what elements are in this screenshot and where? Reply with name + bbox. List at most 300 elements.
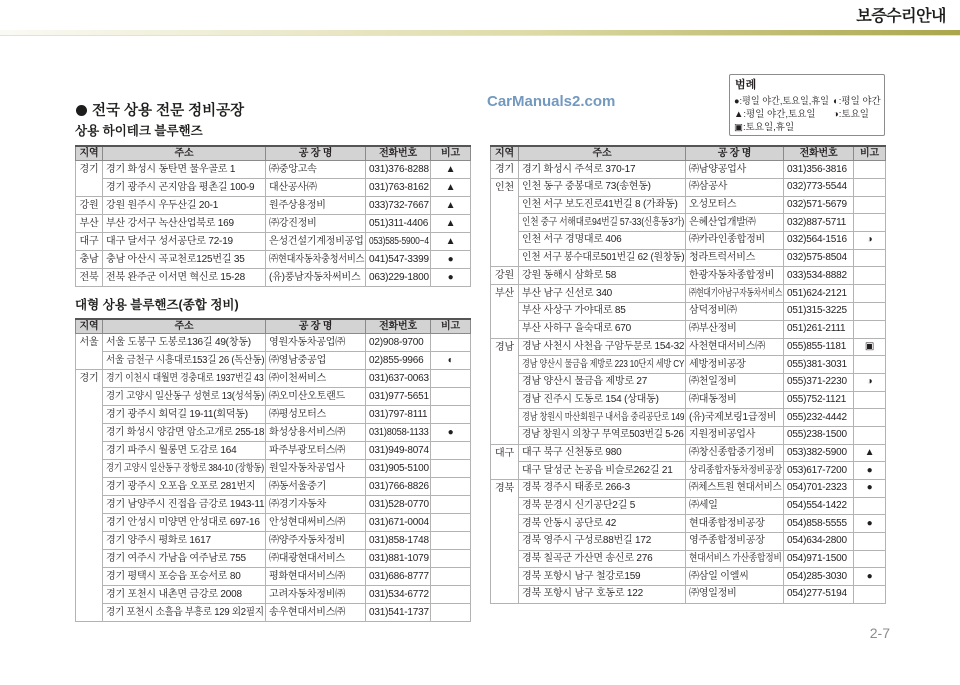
column-header-address bbox=[519, 146, 686, 161]
table-row bbox=[76, 233, 471, 251]
shop-name-cell bbox=[686, 444, 784, 462]
address-cell bbox=[103, 233, 266, 251]
phone-text: 054)634-2800 bbox=[787, 535, 847, 547]
note-symbol: ▲ bbox=[445, 181, 456, 193]
phone-text: 054)554-1422 bbox=[787, 500, 847, 512]
column-header-address bbox=[103, 319, 266, 334]
note-symbol: ▲ bbox=[864, 446, 875, 458]
phone-cell bbox=[366, 233, 431, 251]
shop-name-text: ㈜평성모터스 bbox=[269, 408, 327, 420]
column-header-note-text: 비고 bbox=[441, 148, 460, 159]
legend-title bbox=[735, 78, 795, 93]
column-header-phone-text: 전화번호 bbox=[379, 148, 417, 159]
shop-name-cell bbox=[686, 409, 784, 427]
table-row bbox=[76, 197, 471, 215]
region-cell bbox=[491, 338, 519, 444]
address-text: 경기 고양시 일산동구 성현로 13(성석동) bbox=[106, 390, 265, 402]
address-text: 경기 화성시 양감면 암소고개로 255-18 bbox=[106, 426, 265, 438]
table-row bbox=[491, 533, 886, 551]
note-cell bbox=[854, 568, 886, 586]
table-row bbox=[491, 320, 886, 338]
phone-cell bbox=[366, 352, 431, 370]
address-text: 충남 아산시 곡교천로125번길 35 bbox=[106, 253, 245, 265]
shop-name-cell bbox=[266, 460, 366, 478]
column-header-shop-name bbox=[266, 319, 366, 334]
shop-name-text: 고려자동차정비㈜ bbox=[269, 588, 346, 600]
address-cell bbox=[103, 424, 266, 442]
shop-name-text: ㈜카라인종합정비 bbox=[689, 234, 766, 246]
legend-text: :토요일,휴일 bbox=[742, 122, 795, 133]
legend-text: :평일 야간,토요일 bbox=[743, 109, 816, 120]
phone-cell bbox=[784, 497, 854, 515]
column-header-address bbox=[103, 146, 266, 161]
address-text: 인천 서구 경명대로 406 bbox=[522, 234, 622, 246]
address-cell bbox=[103, 496, 266, 514]
phone-cell bbox=[784, 249, 854, 267]
note-cell bbox=[854, 444, 886, 462]
region-text: 충남 bbox=[79, 254, 99, 265]
shop-name-cell bbox=[686, 391, 784, 409]
shop-name-cell bbox=[686, 373, 784, 391]
column-header-shop-name-text: 공 장 명 bbox=[298, 148, 333, 159]
address-text: 경기 이천시 대월면 경충대로 1937번길 43 bbox=[106, 372, 264, 384]
note-cell bbox=[854, 320, 886, 338]
address-cell bbox=[519, 515, 686, 533]
phone-cell bbox=[366, 424, 431, 442]
address-cell bbox=[519, 444, 686, 462]
note-cell bbox=[431, 334, 471, 352]
shop-name-cell bbox=[686, 196, 784, 214]
phone-cell bbox=[784, 409, 854, 427]
column-header-region-text: 지역 bbox=[79, 321, 99, 332]
address-text: 경기 광주시 곤지암읍 평촌길 100-9 bbox=[106, 181, 255, 193]
address-cell bbox=[103, 514, 266, 532]
phone-cell bbox=[784, 568, 854, 586]
table-row bbox=[491, 409, 886, 427]
column-header-phone-text: 전화번호 bbox=[379, 321, 417, 332]
shop-name-cell bbox=[266, 370, 366, 388]
column-header-phone bbox=[366, 146, 431, 161]
address-cell bbox=[519, 161, 686, 179]
shop-name-text: ㈜경기자동차 bbox=[269, 498, 327, 510]
phone-text: 031)766-8826 bbox=[369, 480, 429, 492]
section-heading-hitech bbox=[75, 122, 210, 140]
note-symbol: ▲ bbox=[445, 235, 456, 247]
phone-cell bbox=[784, 462, 854, 480]
shop-name-text: 현대서비스 가산종합정비 bbox=[689, 553, 782, 565]
shop-name-text: ㈜삼공사 bbox=[689, 181, 728, 193]
address-cell bbox=[519, 426, 686, 444]
note-cell bbox=[431, 161, 471, 179]
shop-name-cell bbox=[266, 179, 366, 197]
region-text: 인천 bbox=[495, 182, 514, 193]
shop-name-cell bbox=[266, 550, 366, 568]
phone-cell bbox=[366, 161, 431, 179]
phone-text: 033)534-8882 bbox=[787, 269, 847, 281]
address-cell bbox=[519, 179, 686, 197]
phone-text: 063)229-1800 bbox=[369, 271, 429, 283]
phone-cell bbox=[784, 267, 854, 285]
legend-text: :평일 야간 bbox=[838, 96, 881, 107]
shop-name-cell bbox=[266, 514, 366, 532]
note-cell bbox=[431, 424, 471, 442]
main-heading bbox=[75, 100, 260, 122]
shop-name-cell bbox=[266, 604, 366, 622]
region-cell bbox=[76, 233, 103, 251]
legend-item bbox=[833, 95, 883, 108]
shop-name-text: 현대종합정비공장 bbox=[689, 517, 765, 529]
column-header-phone-text: 전화번호 bbox=[799, 148, 838, 159]
address-cell bbox=[103, 161, 266, 179]
note-cell bbox=[854, 550, 886, 568]
address-cell bbox=[103, 269, 266, 287]
note-cell bbox=[854, 515, 886, 533]
bullet-icon bbox=[76, 105, 87, 116]
shop-name-text: 상리종합자동차정비공장 bbox=[689, 464, 783, 476]
phone-text: 054)858-5555 bbox=[787, 517, 847, 529]
phone-text: 055)752-1121 bbox=[787, 393, 847, 405]
phone-cell bbox=[366, 215, 431, 233]
address-cell bbox=[103, 352, 266, 370]
phone-cell bbox=[366, 269, 431, 287]
shop-name-text: ㈜삼일 이엘씨 bbox=[689, 570, 749, 582]
region-text: 경북 bbox=[495, 483, 514, 494]
table-row bbox=[491, 373, 886, 391]
header-row bbox=[76, 319, 471, 334]
note-cell bbox=[431, 568, 471, 586]
phone-text: 031)763-8162 bbox=[369, 181, 429, 193]
shop-name-text: ㈜오미산오토랜드 bbox=[269, 390, 346, 402]
phone-text: 055)232-4442 bbox=[787, 411, 847, 423]
column-header-note bbox=[431, 319, 471, 334]
address-text: 경남 창원시 의창구 무역로503번길 5-26 bbox=[522, 429, 684, 441]
region-cell bbox=[491, 285, 519, 338]
address-cell bbox=[103, 197, 266, 215]
legend-symbol: ● bbox=[734, 96, 740, 107]
note-cell bbox=[854, 480, 886, 498]
shop-name-cell bbox=[686, 338, 784, 356]
address-cell bbox=[519, 285, 686, 303]
shop-name-text: ㈜중앙고속 bbox=[269, 163, 317, 175]
phone-cell bbox=[784, 303, 854, 321]
address-text: 경기 고양시 일산동구 장항로 384-10 (장항동) bbox=[106, 462, 264, 474]
table-header bbox=[76, 319, 471, 334]
phone-cell bbox=[784, 356, 854, 374]
shop-name-text: ㈜세일 bbox=[689, 500, 718, 512]
phone-text: 053)617-7200 bbox=[787, 464, 847, 476]
address-cell bbox=[519, 196, 686, 214]
shop-name-text: 원주상용정비 bbox=[269, 199, 326, 211]
note-cell bbox=[854, 356, 886, 374]
shop-name-text: 화성상용서비스㈜ bbox=[269, 426, 346, 438]
heavy-bluehands-table-continued bbox=[490, 145, 886, 604]
header-divider bbox=[0, 35, 960, 36]
phone-text: 051)315-3225 bbox=[787, 305, 847, 317]
shop-name-cell bbox=[686, 426, 784, 444]
address-text: 전북 완주군 이서면 혁신로 15-28 bbox=[106, 271, 245, 283]
region-cell bbox=[76, 215, 103, 233]
region-cell bbox=[76, 334, 103, 370]
shop-name-text: ㈜부산정비 bbox=[689, 323, 737, 335]
table-row bbox=[491, 391, 886, 409]
shop-name-cell bbox=[266, 478, 366, 496]
table-row bbox=[76, 604, 471, 622]
phone-cell bbox=[366, 251, 431, 269]
shop-name-text: ㈜영일정비 bbox=[689, 588, 737, 600]
address-cell bbox=[103, 532, 266, 550]
address-text: 인천 동구 중봉대로 73(송현동) bbox=[522, 181, 651, 193]
region-cell bbox=[76, 269, 103, 287]
phone-cell bbox=[366, 179, 431, 197]
header-row bbox=[76, 146, 471, 161]
shop-name-cell bbox=[686, 586, 784, 604]
address-text: 부산 남구 신선로 340 bbox=[522, 287, 613, 299]
table-header bbox=[76, 146, 471, 161]
shop-name-text: 영원자동차공업㈜ bbox=[269, 336, 346, 348]
table-row bbox=[491, 444, 886, 462]
table-row bbox=[491, 356, 886, 374]
region-cell bbox=[491, 480, 519, 604]
address-cell bbox=[519, 214, 686, 232]
note-cell bbox=[854, 338, 886, 356]
note-cell bbox=[854, 267, 886, 285]
shop-name-cell bbox=[686, 232, 784, 250]
column-header-note-text: 비고 bbox=[441, 321, 460, 332]
address-cell bbox=[103, 478, 266, 496]
shop-name-text: ㈜영남중공업 bbox=[269, 354, 327, 366]
address-text: 강원 원주시 우두산길 20-1 bbox=[106, 199, 219, 211]
note-cell bbox=[431, 215, 471, 233]
section-title-text: 보증수리안내 bbox=[856, 8, 946, 25]
table-row bbox=[491, 232, 886, 250]
phone-text: 031)977-5651 bbox=[369, 390, 429, 402]
table-body bbox=[491, 161, 886, 604]
phone-cell bbox=[784, 426, 854, 444]
legend-text: :토요일 bbox=[838, 109, 869, 120]
column-header-region bbox=[76, 319, 103, 334]
phone-text: 031)376-8288 bbox=[369, 163, 429, 175]
table-row bbox=[491, 515, 886, 533]
phone-cell bbox=[784, 586, 854, 604]
main-heading-textbox bbox=[92, 100, 254, 122]
note-cell bbox=[431, 269, 471, 287]
shop-name-text: ㈜현대기아남구자동차서비스 bbox=[689, 287, 783, 299]
shop-name-cell bbox=[266, 334, 366, 352]
note-symbol: ● bbox=[866, 570, 873, 582]
column-header-note bbox=[431, 146, 471, 161]
legend-item-content bbox=[734, 108, 816, 121]
legend-item-content bbox=[734, 95, 829, 108]
note-cell bbox=[854, 196, 886, 214]
phone-text: 031)686-8777 bbox=[369, 570, 429, 582]
shop-name-text: 세방정비공장 bbox=[689, 358, 746, 370]
address-text: 경북 포항시 남구 철강로159 bbox=[522, 570, 641, 582]
address-text: 경기 광주시 오포읍 오포로 281번지 bbox=[106, 480, 256, 492]
shop-name-cell bbox=[686, 533, 784, 551]
note-cell bbox=[854, 533, 886, 551]
table-row bbox=[491, 338, 886, 356]
shop-name-cell bbox=[686, 480, 784, 498]
shop-name-text: 삼덕정비㈜ bbox=[689, 305, 737, 317]
phone-text: 051)261-2111 bbox=[787, 323, 846, 335]
column-header-address-text: 주소 bbox=[174, 321, 194, 332]
note-symbol: ◐ bbox=[447, 354, 454, 366]
note-cell bbox=[431, 179, 471, 197]
region-cell bbox=[491, 179, 519, 267]
address-cell bbox=[519, 533, 686, 551]
phone-text: 032)575-8504 bbox=[787, 252, 847, 264]
note-cell bbox=[431, 460, 471, 478]
section-heading-text: 대형 상용 블루핸즈(종합 정비) bbox=[75, 298, 239, 312]
shop-name-text: 원일자동차공업사 bbox=[269, 462, 345, 474]
note-symbol: ● bbox=[866, 517, 873, 529]
phone-cell bbox=[366, 442, 431, 460]
table-row bbox=[491, 196, 886, 214]
phone-text: 032)773-5544 bbox=[787, 181, 847, 193]
address-text: 경남 사천시 사천읍 구암두문로 154-32 bbox=[522, 340, 685, 352]
region-cell bbox=[76, 161, 103, 197]
phone-cell bbox=[784, 533, 854, 551]
legend-box bbox=[729, 74, 885, 136]
address-cell bbox=[103, 442, 266, 460]
address-text: 경북 칠곡군 가산면 송신로 276 bbox=[522, 553, 653, 565]
table-row bbox=[491, 426, 886, 444]
region-text: 경기 bbox=[495, 164, 514, 175]
region-cell bbox=[491, 444, 519, 479]
region-text: 대구 bbox=[79, 236, 99, 247]
note-symbol: ▲ bbox=[445, 199, 456, 211]
phone-text: 041)547-3399 bbox=[369, 253, 429, 265]
region-text: 대구 bbox=[495, 447, 514, 459]
note-symbol: ● bbox=[447, 426, 454, 438]
address-cell bbox=[519, 409, 686, 427]
address-cell bbox=[103, 179, 266, 197]
phone-text: 051)624-2121 bbox=[787, 287, 847, 299]
address-text: 경기 여주시 가남읍 여주남로 755 bbox=[106, 552, 246, 564]
shop-name-cell bbox=[266, 269, 366, 287]
address-cell bbox=[519, 462, 686, 480]
shop-name-text: 은성건설기계정비공업 bbox=[269, 235, 364, 247]
phone-text: 031)534-6772 bbox=[369, 588, 429, 600]
address-text: 경기 평택시 포승읍 포승서로 80 bbox=[106, 570, 241, 582]
phone-cell bbox=[366, 478, 431, 496]
phone-cell bbox=[784, 444, 854, 462]
shop-name-cell bbox=[266, 215, 366, 233]
phone-cell bbox=[784, 515, 854, 533]
shop-name-text: ㈜대광현대서비스 bbox=[269, 552, 346, 564]
column-header-address-text: 주소 bbox=[174, 148, 194, 159]
address-text: 경기 광주시 회덕길 19-11(회덕동) bbox=[106, 408, 248, 420]
table-row bbox=[76, 514, 471, 532]
table-row bbox=[491, 480, 886, 498]
shop-name-text: ㈜이천써비스 bbox=[269, 372, 327, 384]
note-symbol: ▲ bbox=[445, 217, 456, 229]
note-cell bbox=[431, 496, 471, 514]
shop-name-cell bbox=[686, 462, 784, 480]
column-header-phone bbox=[784, 146, 854, 161]
shop-name-cell bbox=[686, 285, 784, 303]
shop-name-text: (유)국제보링1급정비 bbox=[689, 411, 777, 423]
legend-symbol: ◑ bbox=[833, 109, 839, 120]
region-text: 강원 bbox=[79, 200, 99, 211]
address-text: 경남 양산시 물금읍 제방로 223 10단지 세방 CY bbox=[522, 358, 685, 370]
phone-cell bbox=[784, 480, 854, 498]
column-header-shop-name bbox=[686, 146, 784, 161]
address-cell bbox=[519, 373, 686, 391]
region-cell bbox=[76, 251, 103, 269]
table-row bbox=[76, 568, 471, 586]
note-cell bbox=[854, 285, 886, 303]
table-row bbox=[76, 161, 471, 179]
column-header-note-text: 비고 bbox=[860, 148, 879, 159]
shop-name-text: (유)풍남자동차써비스 bbox=[269, 271, 361, 283]
address-text: 대구 달성군 논공읍 비슬로262길 21 bbox=[522, 464, 673, 476]
address-text: 인천 중구 서해대로94번길 57-33(신흥동3가) bbox=[522, 216, 685, 228]
shop-name-cell bbox=[686, 320, 784, 338]
shop-name-cell bbox=[686, 179, 784, 197]
shop-name-text: ㈜천일정비 bbox=[689, 376, 737, 388]
address-text: 부산 사하구 을숙대로 670 bbox=[522, 323, 631, 335]
note-cell bbox=[431, 550, 471, 568]
table-body bbox=[76, 161, 471, 287]
column-header-region-text: 지역 bbox=[79, 148, 99, 159]
phone-cell bbox=[784, 232, 854, 250]
phone-cell bbox=[366, 197, 431, 215]
shop-name-cell bbox=[266, 532, 366, 550]
column-header-note bbox=[854, 146, 886, 161]
column-header-region bbox=[76, 146, 103, 161]
phone-cell bbox=[784, 161, 854, 179]
phone-cell bbox=[366, 460, 431, 478]
column-header-shop-name-text: 공 장 명 bbox=[298, 321, 333, 332]
address-cell bbox=[519, 480, 686, 498]
legend-item bbox=[734, 95, 830, 108]
phone-text: 055)381-3031 bbox=[787, 358, 847, 370]
section-title bbox=[816, 7, 946, 27]
table-row bbox=[491, 285, 886, 303]
address-text: 대구 북구 신천동로 980 bbox=[522, 446, 622, 458]
address-text: 경북 영주시 구성로88번길 172 bbox=[522, 535, 652, 547]
legend-item bbox=[734, 108, 830, 121]
shop-name-cell bbox=[266, 406, 366, 424]
note-cell bbox=[431, 532, 471, 550]
phone-text: 031)528-0770 bbox=[369, 498, 429, 510]
phone-text: 054)277-5194 bbox=[787, 588, 847, 600]
section-heading-heavy bbox=[75, 296, 247, 314]
region-text: 경기 bbox=[79, 164, 99, 175]
legend-title-text: 범례 bbox=[735, 79, 757, 91]
shop-name-cell bbox=[266, 352, 366, 370]
address-text: 경기 화성시 동탄면 물우골로 1 bbox=[106, 163, 236, 175]
table-row bbox=[491, 214, 886, 232]
table-row bbox=[76, 370, 471, 388]
address-cell bbox=[519, 249, 686, 267]
phone-cell bbox=[784, 179, 854, 197]
note-cell bbox=[854, 303, 886, 321]
address-cell bbox=[519, 320, 686, 338]
phone-cell bbox=[366, 406, 431, 424]
shop-name-cell bbox=[266, 161, 366, 179]
table-row bbox=[491, 550, 886, 568]
table-row bbox=[491, 267, 886, 285]
shop-name-text: ㈜강진정비 bbox=[269, 217, 317, 229]
address-text: 경북 포항시 남구 호동로 122 bbox=[522, 588, 643, 600]
note-cell bbox=[854, 232, 886, 250]
address-text: 경기 파주시 월롱면 도감로 164 bbox=[106, 444, 237, 456]
address-text: 경기 화성시 주석로 370-17 bbox=[522, 163, 636, 175]
shop-name-text: 지원정비공업사 bbox=[689, 429, 756, 441]
phone-text: 055)238-1500 bbox=[787, 429, 847, 441]
